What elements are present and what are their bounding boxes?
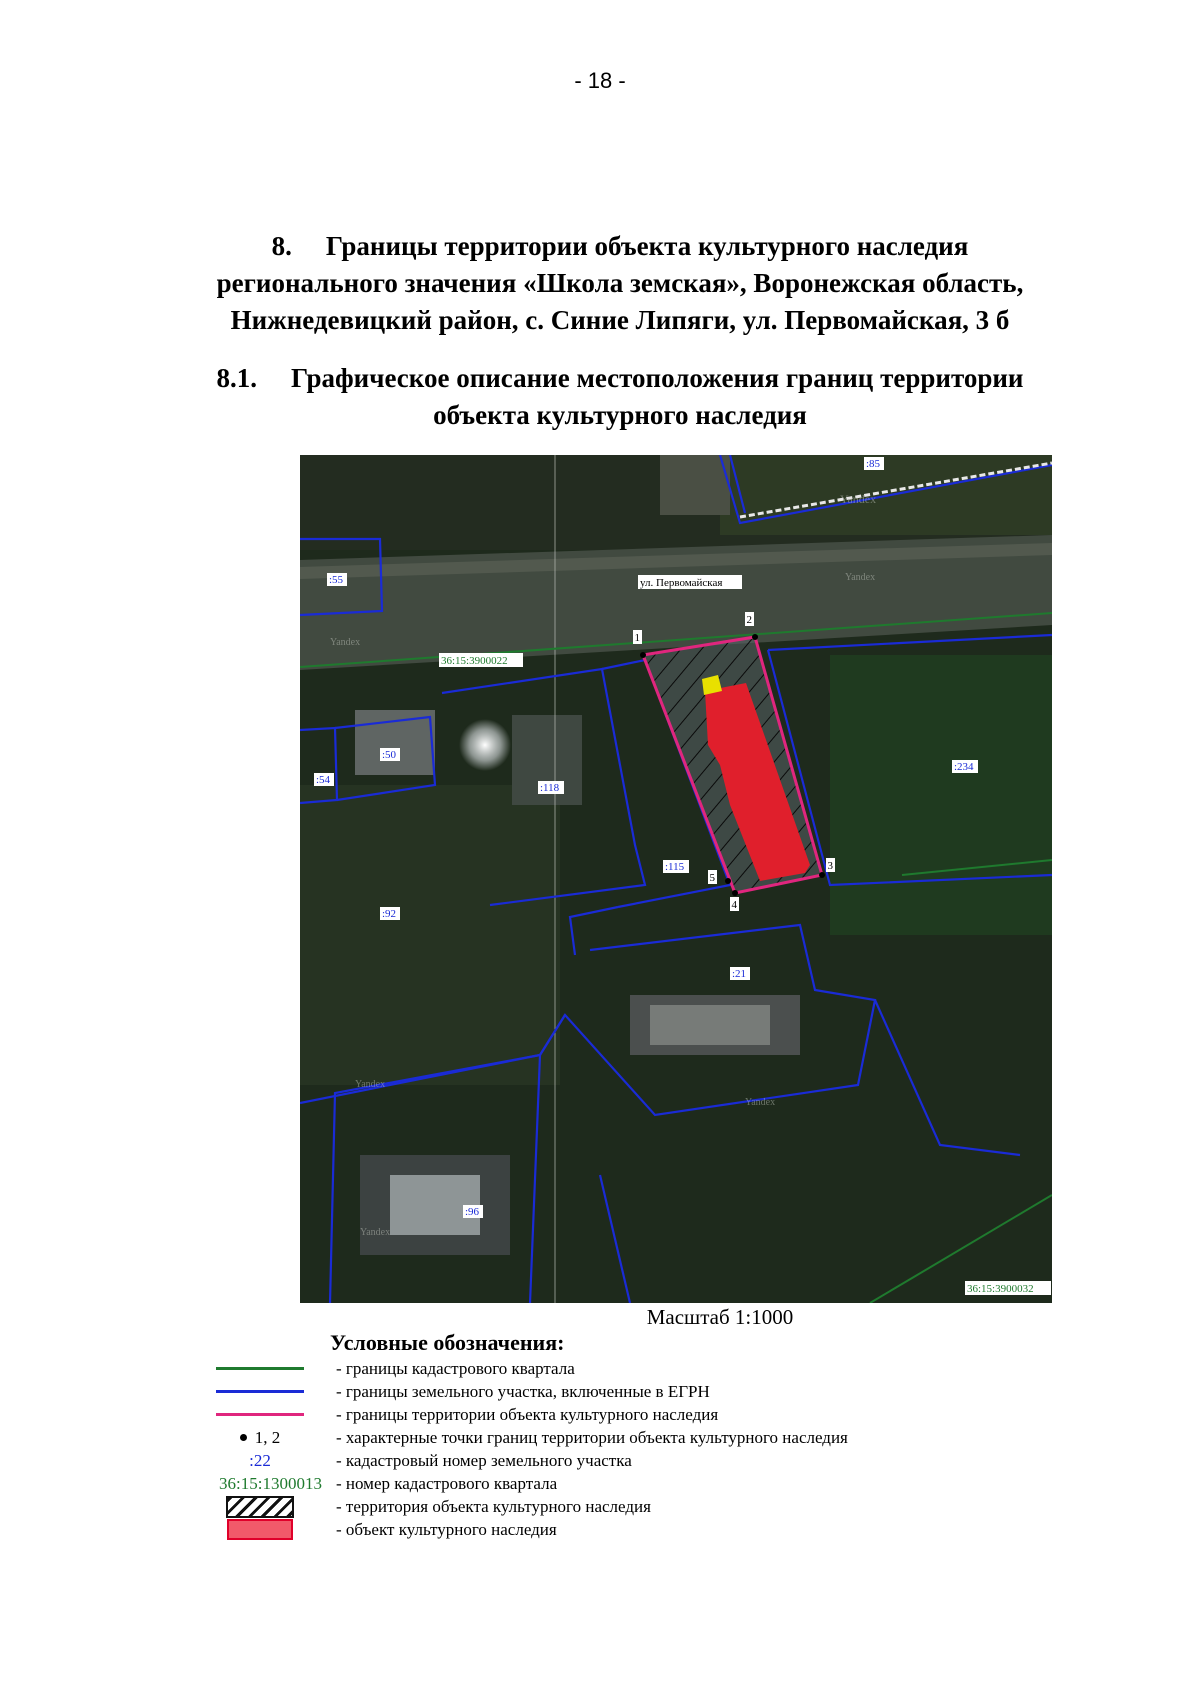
legend-symbol-red-fill	[190, 1518, 330, 1541]
point-4-label: 4	[731, 899, 737, 911]
legend-text-quarter: - границы кадастрового квартала	[336, 1359, 575, 1378]
street-label: ул. Первомайская	[640, 577, 723, 589]
legend-text-territory: - территория объекта культурного наследия	[336, 1497, 651, 1516]
parcel-label-55: :55	[329, 574, 344, 586]
watermark-1: Yandex	[840, 492, 877, 506]
legend	[190, 1357, 1090, 1541]
watermark-3: Yandex	[845, 572, 876, 583]
legend-text-points: - характерные точки границ территории объекта культурного наследия	[336, 1428, 848, 1447]
legend-text-parcel: - границы земельного участка, включенные в ЕГРН	[336, 1382, 710, 1401]
cadastral-map	[300, 455, 1052, 1303]
legend-row-heritage-boundary	[190, 1403, 1090, 1426]
point-1-marker	[640, 652, 646, 658]
point-5-label: 5	[709, 872, 715, 884]
parcel-label-54: :54	[316, 774, 331, 786]
legend-symbol-blue-line	[190, 1380, 330, 1403]
map-scale: Масштаб 1:1000	[646, 1305, 794, 1329]
legend-text-heritage-boundary: - границы территории объекта культурного наследия	[336, 1405, 719, 1424]
watermark-5: Yandex	[745, 1097, 776, 1108]
legend-row-points	[190, 1426, 1090, 1449]
house-north	[660, 455, 730, 515]
parcel-label-92: :92	[382, 908, 397, 920]
legend-row-parcel	[190, 1380, 1090, 1403]
watermark-2: Yandex	[330, 637, 361, 648]
legend-row-parcel-number	[190, 1449, 1090, 1472]
legend-points-symbol-text: 1, 2	[254, 1428, 281, 1447]
legend-text-quarter-number: - номер кадастрового квартала	[336, 1474, 558, 1493]
point-2-marker	[752, 634, 758, 640]
trees-west	[300, 785, 560, 1085]
legend-symbol-magenta-line	[190, 1403, 330, 1426]
point-1-label: 1	[634, 632, 640, 644]
parcel-label-96: :96	[465, 1206, 480, 1218]
parcel-label-115: :115	[665, 861, 685, 873]
subsection-title-line1: Графическое описание местоположения границ территории	[291, 363, 1024, 393]
house-50	[355, 710, 435, 775]
legend-symbol-green-line	[190, 1357, 330, 1380]
subsection-heading	[150, 360, 1090, 434]
parcel-label-50: :50	[382, 749, 397, 761]
point-3-marker	[819, 872, 825, 878]
legend-text-parcel-number: - кадастровый номер земельного участка	[336, 1451, 632, 1470]
legend-row-object	[190, 1518, 1090, 1541]
legend-text-object: - объект культурного наследия	[336, 1520, 557, 1539]
legend-row-territory	[190, 1495, 1090, 1518]
parcel-label-85: :85	[866, 458, 881, 470]
section-title-line1: Границы территории объекта культурного наследия	[325, 231, 969, 261]
light-spot	[459, 719, 511, 771]
subsection-number: 8.1.	[216, 363, 257, 393]
parcel-label-234: :234	[954, 761, 974, 773]
quarter-label-north: 36:15:3900022	[441, 655, 508, 667]
section-number: 8.	[271, 231, 292, 261]
legend-title: Условные обозначения:	[330, 1330, 565, 1355]
legend-symbol-points	[190, 1426, 330, 1449]
watermark-4: Yandex	[355, 1079, 386, 1090]
watermark-6: Yandex	[360, 1227, 391, 1238]
point-3-label: 3	[827, 860, 833, 872]
quarter-label-south: 36:15:3900032	[967, 1283, 1034, 1295]
legend-symbol-hatch	[190, 1495, 330, 1518]
legend-symbol-quarter-number: 36:15:1300013	[219, 1474, 322, 1493]
section-title-line3: Нижнедевицкий район, с. Синие Липяги, ул. Первомайская, 3 б	[230, 305, 1010, 335]
section-title-line2: регионального значения «Школа земская», Воронежская область,	[216, 268, 1024, 298]
east-field	[827, 655, 1052, 935]
parcel-label-118: :118	[540, 782, 560, 794]
point-4-marker	[732, 890, 738, 896]
legend-row-quarter	[190, 1357, 1090, 1380]
house-21-roof	[650, 1005, 770, 1045]
point-5-marker	[725, 878, 731, 884]
subsection-title-line2: объекта культурного наследия	[433, 400, 807, 430]
legend-symbol-parcel-number: :22	[249, 1451, 271, 1470]
parcel-label-21: :21	[732, 968, 747, 980]
point-2-label: 2	[746, 614, 752, 626]
point-dot-icon	[240, 1434, 247, 1441]
legend-row-quarter-number	[190, 1472, 1090, 1495]
page-number: - 18 -	[574, 68, 626, 93]
section-heading	[150, 228, 1090, 339]
map-svg	[300, 455, 1052, 1303]
